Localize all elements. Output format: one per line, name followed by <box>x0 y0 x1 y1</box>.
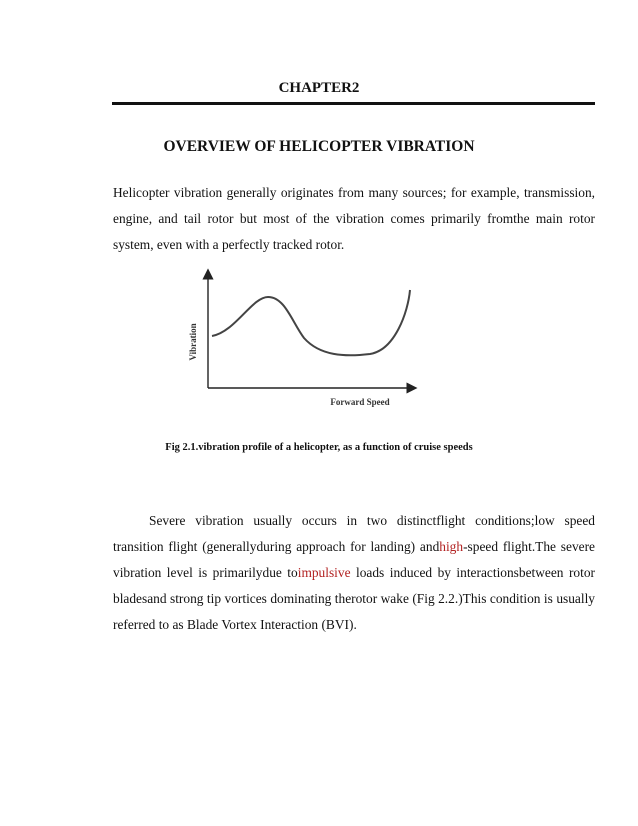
highlight-impulsive: impulsive <box>297 565 351 580</box>
highlight-high: high <box>439 539 464 554</box>
section-title: OVERVIEW OF HELICOPTER VIBRATION <box>163 138 475 155</box>
x-axis-label: Forward Speed <box>330 397 390 407</box>
vibration-profile-figure <box>180 262 420 422</box>
bvi-text-part2: -speed flight.The severe vibration level is primarilydue to <box>113 539 595 580</box>
chapter-heading: CHAPTER2 <box>278 80 360 96</box>
intro-paragraph: Helicopter vibration generally originates from many sources; for example, transmission, engine, and tail rotor but most of the vibration comes primarily fromthe main rotor system, even with a perfectly tracked rotor. <box>113 185 595 252</box>
bvi-text-part1: Severe vibration usually occurs in two distinctflight conditions;low speed transition flight (generallyduring approach for landing) and <box>113 513 595 554</box>
heading-divider <box>112 102 595 105</box>
figure-caption: Fig 2.1.vibration profile of a helicopter, as a function of cruise speeds <box>165 442 473 453</box>
vibration-curve <box>212 290 410 355</box>
bvi-text-part3: loads induced by interactionsbetween rotor bladesand strong tip vortices dominating therotor wake (Fig 2.2.)This condition is usually referred to as Blade Vortex Interaction (BVI). <box>113 565 595 632</box>
y-axis-label: Vibration <box>188 323 198 361</box>
bvi-paragraph <box>113 508 595 638</box>
